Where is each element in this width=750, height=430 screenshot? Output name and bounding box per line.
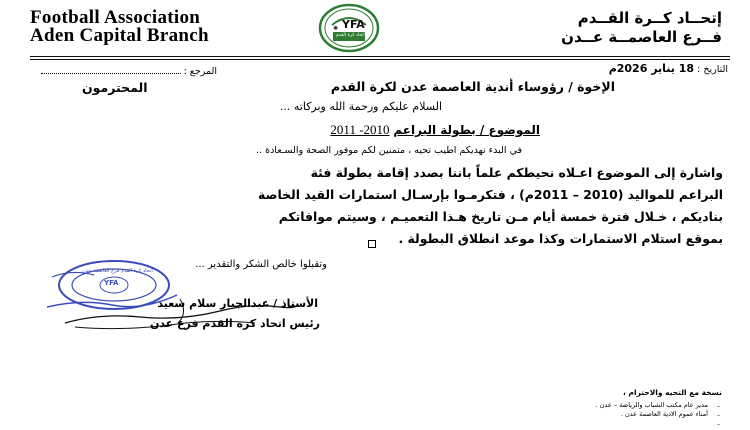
stamp-logo-text: YFA [104, 279, 119, 287]
body-paragraph [28, 162, 723, 250]
subject-years: 2010- 2011 [330, 122, 390, 137]
reference-blank [41, 73, 181, 74]
stamp-text: اتحاد كرة القدم فرع العاصمة عدن [82, 268, 153, 274]
header-rule-bottom [30, 59, 730, 60]
reference-label: المرجع : [183, 66, 217, 77]
org-name-en-line2: Aden Capital Branch [30, 25, 209, 46]
recipient-honorific: المحترمون [82, 80, 148, 95]
logo-caption: اتحاد كرة القدم [336, 33, 365, 38]
body-line-1: واشارة إلى الموضوع اعـلاه نحيطكم علماً باننا بصدد إقامة بطولة فئة [310, 165, 723, 180]
recipient-line: الإخوة / رؤوساء أندية العاصمة عدن لكرة القدم [330, 79, 615, 94]
copies-bullet-3: – [717, 421, 720, 428]
subject-label: الموضوع / بطولة البراعم [393, 123, 540, 137]
subject-line [330, 122, 540, 138]
signatory-name: الأستاذ / عبدالجبار سلام سعيد [157, 297, 318, 310]
copies-bullet-1: – [717, 403, 720, 410]
body-line-4: بموقع استلام الاستمارات وكذا موعد انطلاق البطولة . [398, 231, 723, 246]
greeting: السلام عليكم ورحمة الله وبركاته ... [279, 100, 442, 113]
body-line-2: البراعم للمواليد (2010 – 2011م) ، فتكرمـوا بإرسـال استمارات القيد الخاصة [257, 187, 723, 202]
org-name-ar-line1: إتحــاد كــرة القــدم [577, 9, 722, 27]
yfa-logo [318, 3, 380, 53]
date-line [609, 62, 728, 75]
copies-item-1: مدير عام مكتب الشباب والرياضة – عدن . [595, 401, 708, 409]
org-name-ar-line2: فــرع العاصمــة عــدن [561, 28, 722, 46]
org-name-en-line1: Football Association [30, 7, 201, 28]
body-line-3: بناديكم ، خـلال فترة خمسة أيام مـن تاريخ هـذا التعميـم ، وسيتم موافاتكم [278, 209, 723, 224]
copies-heading: نسخة مع التحيه والاحترام ، [623, 388, 722, 397]
copies-bullet-2: – [717, 412, 720, 419]
date-value: 18 يناير 2026م [608, 62, 695, 75]
closing-line: وتقبلوا خالص الشكر والتقدير ... [195, 259, 327, 270]
date-label: التاريخ : [697, 64, 728, 75]
svg-text:✺: ✺ [333, 25, 339, 32]
reference-line [32, 66, 217, 77]
copies-item-2: أمناء عموم الادية العاصمة عدن . [620, 410, 708, 418]
checkbox-mark [368, 240, 376, 248]
header-rule-top [30, 56, 730, 57]
opening-line: في البدء نهديكم اطيب تحيه ، متمنين لكم موفور الصحة والسـعادة .. [256, 145, 522, 156]
signatory-title: رئيس اتحاد كرة القدم فرع عدن [149, 317, 320, 330]
logo-text: YFA [342, 18, 365, 31]
